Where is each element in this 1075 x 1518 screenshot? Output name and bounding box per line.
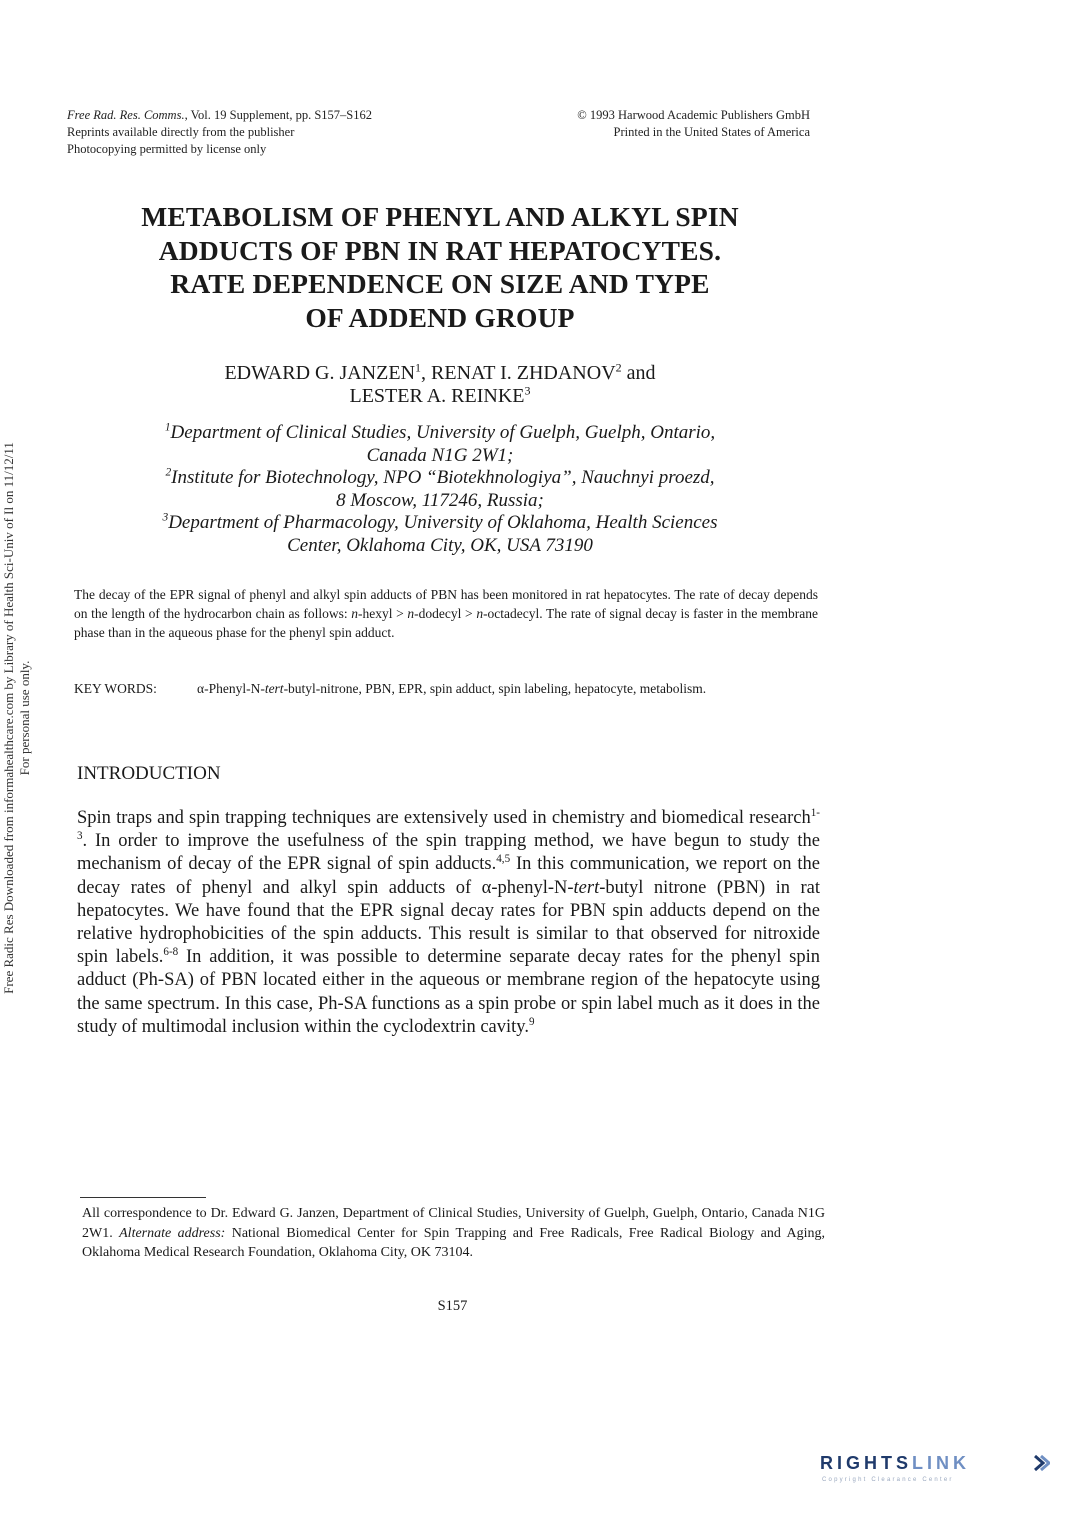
watermark-line-1: Free Radic Res Downloaded from informahealthcare.com by Library of Health Sci-Univ of Il on 11/12/11 bbox=[1, 442, 16, 994]
title-line-2: ADDUCTS OF PBN IN RAT HEPATOCYTES. bbox=[158, 234, 722, 266]
citation-4-5: 4,5 bbox=[496, 853, 511, 866]
intro-italic-tert: tert bbox=[573, 877, 600, 898]
correspondence-footnote bbox=[82, 1204, 825, 1263]
footnote-italic: Alternate address: bbox=[119, 1225, 226, 1241]
abstract-text-3: -dodecyl > bbox=[414, 606, 477, 621]
abstract-text-2: -hexyl > bbox=[358, 606, 408, 621]
footnote-text-2: National Biomedical Center for Spin Trapping and Free Radicals, Free Radical Biology and Aging, Oklahoma Medical Research Foundation, Oklahoma City, OK 73104. bbox=[82, 1225, 826, 1260]
article-title bbox=[75, 200, 805, 334]
citation-1-3: 1-3 bbox=[77, 806, 820, 843]
title-line-4: OF ADDEND GROUP bbox=[305, 301, 575, 333]
author-list bbox=[75, 362, 805, 408]
author-zhdanov: , RENAT I. ZHDANOV bbox=[421, 362, 616, 384]
affil-2-line-2: 8 Moscow, 117246, Russia; bbox=[336, 489, 544, 511]
keywords-label: KEY WORDS: bbox=[74, 681, 157, 696]
abstract-italic-n-2: n bbox=[407, 606, 415, 621]
reprints-note: Reprints available directly from the publisher bbox=[67, 125, 295, 139]
keywords bbox=[74, 679, 818, 698]
keywords-text-1: α-Phenyl-N- bbox=[197, 681, 265, 696]
keywords-text-2: -butyl-nitrone, PBN, EPR, spin adduct, spin labeling, hepatocyte, metabolism. bbox=[283, 681, 707, 696]
author-reinke: LESTER A. REINKE bbox=[349, 385, 525, 407]
citation-9: 9 bbox=[528, 1015, 535, 1028]
watermark-line-2: For personal use only. bbox=[17, 660, 32, 776]
intro-text-4: -butyl nitrone (PBN) in rat hepatocytes. We have found that the EPR signal decay rates for PBN spin adducts depend on the relative hydrophobicities of the spin adducts. This result is similar to that observed for nitroxide spin labels. bbox=[77, 877, 820, 968]
affil-1-line-2: Canada N1G 2W1; bbox=[366, 444, 514, 466]
affil-3-line-1: Department of Pharmacology, University of Oklahoma, Health Sciences bbox=[168, 512, 718, 533]
intro-text-5: In addition, it was possible to determine separate decay rates for the phenyl spin adduct (Ph-SA) of PBN located either in the aqueous or membrane region of the hepatocyte using the same spectrum. In this case, Ph-SA functions as a spin probe or spin label much as it does in the study of multimodal inclusion within the cyclodextrin cavity. bbox=[77, 947, 820, 1037]
introduction-paragraph bbox=[77, 807, 820, 1039]
download-watermark bbox=[1, 408, 33, 1028]
author-janzen: EDWARD G. JANZEN bbox=[224, 362, 416, 384]
intro-text-2: . In order to improve the usefulness of the spin trapping method, we have begun to study the mechanism of decay of the EPR signal of spin adducts. bbox=[77, 831, 820, 875]
title-line-1: METABOLISM OF PHENYL AND ALKYL SPIN bbox=[141, 201, 739, 232]
author-reinke-sup: 3 bbox=[524, 383, 531, 398]
author-and: and bbox=[621, 362, 656, 384]
copyright-block bbox=[510, 107, 810, 141]
citation-6-8: 6-8 bbox=[163, 946, 179, 959]
affiliations bbox=[70, 422, 810, 557]
affil-2-mark: 2 bbox=[165, 466, 172, 479]
printed-line: Printed in the United States of America bbox=[613, 125, 810, 139]
page-number: S157 bbox=[437, 1298, 468, 1314]
abstract bbox=[74, 585, 818, 642]
abstract-text-4: -octadecyl. The rate of signal decay is faster in the membrane phase than in the aqueous phase for the phenyl spin adduct. bbox=[74, 606, 819, 640]
intro-text-3: In this communication, we report on the decay rates of phenyl and alkyl spin adducts of α-phenyl-N- bbox=[77, 854, 820, 898]
journal-name: Free Rad. Res. Comms. bbox=[67, 108, 185, 122]
abstract-text-1: The decay of the EPR signal of phenyl and alkyl spin adducts of PBN has been monitored in rat hepatocytes. The rate of decay depends on the length of the hydrocarbon chain as follows: bbox=[74, 587, 818, 621]
rightslink-rights: RIGHTS bbox=[820, 1453, 913, 1473]
abstract-italic-n-1: n bbox=[351, 606, 359, 621]
affil-3-mark: 3 bbox=[162, 511, 169, 524]
intro-text-1: Spin traps and spin trapping techniques are extensively used in chemistry and biomedical research bbox=[77, 808, 811, 828]
section-heading-introduction: INTRODUCTION bbox=[77, 763, 221, 784]
affil-1-line-1: Department of Clinical Studies, University of Guelph, Guelph, Ontario, bbox=[170, 422, 716, 443]
rightslink-tagline: Copyright Clearance Center bbox=[822, 1477, 954, 1483]
rightslink-link: LINK bbox=[912, 1453, 971, 1473]
rightslink-wordmark bbox=[820, 1452, 970, 1474]
footnote-rule bbox=[80, 1197, 206, 1198]
abstract-italic-n-3: n bbox=[476, 606, 484, 621]
copyright-line: © 1993 Harwood Academic Publishers GmbH bbox=[577, 108, 810, 122]
photocopying-note: Photocopying permitted by license only bbox=[67, 142, 267, 156]
footnote-text-1: All correspondence to Dr. Edward G. Janzen, Department of Clinical Studies, University of Guelph, Guelph, Ontario, Canada N1G 2W1. bbox=[82, 1206, 825, 1241]
rightslink-arrow-icon bbox=[1032, 1454, 1050, 1472]
keywords-italic: tert bbox=[264, 681, 284, 696]
affil-1-mark: 1 bbox=[164, 421, 171, 434]
journal-volume: , Vol. 19 Supplement, pp. S157–S162 bbox=[184, 108, 372, 122]
author-zhdanov-sup: 2 bbox=[615, 360, 622, 375]
title-line-3: RATE DEPENDENCE ON SIZE AND TYPE bbox=[170, 268, 710, 299]
journal-citation-block bbox=[67, 107, 372, 158]
rightslink-logo[interactable] bbox=[820, 1452, 1060, 1492]
affil-3-line-2: Center, Oklahoma City, OK, USA 73190 bbox=[287, 534, 593, 556]
keywords-text bbox=[197, 679, 818, 698]
affil-2-line-1: Institute for Biotechnology, NPO “Biotekhnologiya”, Nauchnyi proezd, bbox=[171, 467, 715, 488]
journal-citation bbox=[67, 107, 372, 124]
author-janzen-sup: 1 bbox=[415, 360, 422, 375]
